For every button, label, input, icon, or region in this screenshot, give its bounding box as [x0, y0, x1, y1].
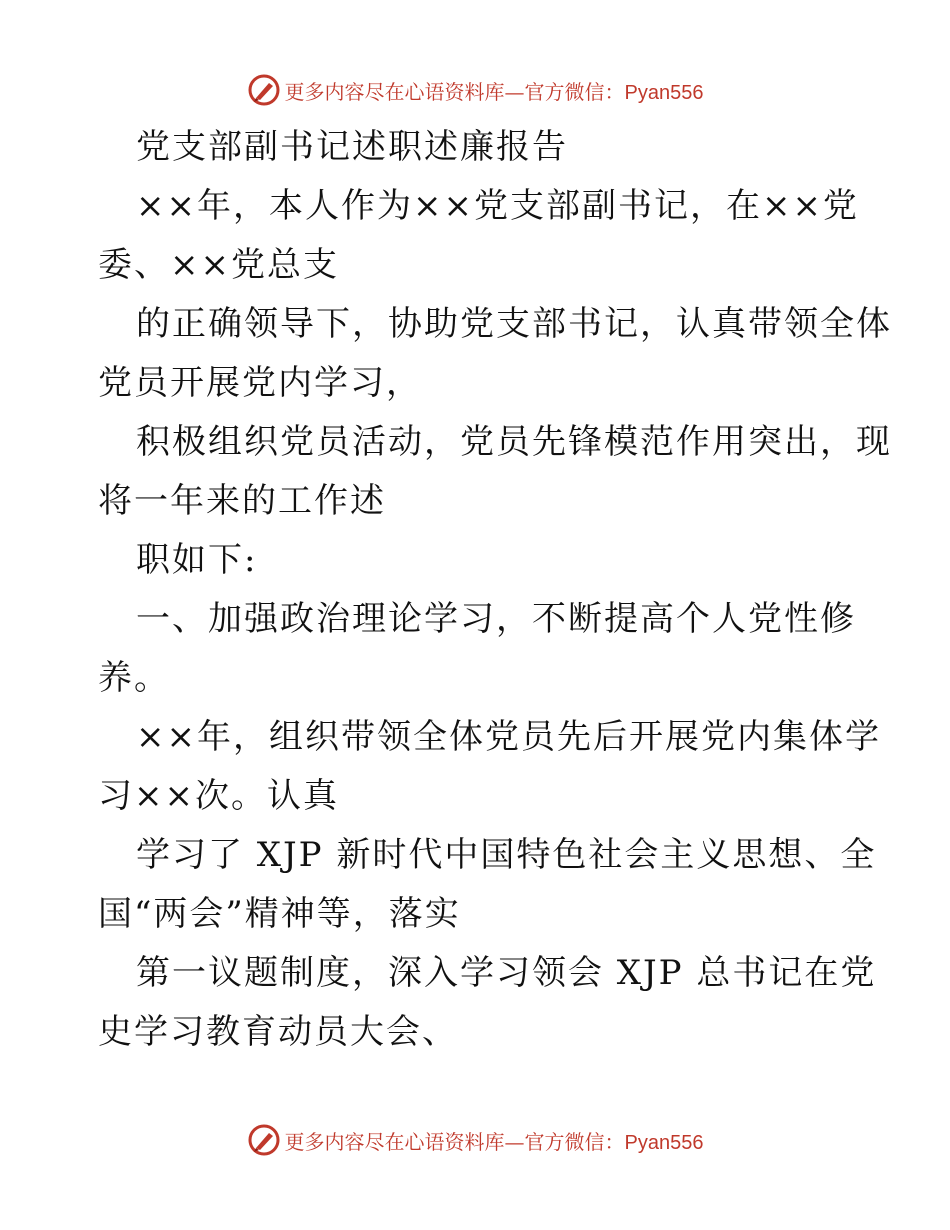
section-heading: 一、加强政治理论学习，不断提高个人党性修	[136, 599, 856, 639]
text-line: 史学习教育动员大会、	[98, 1012, 458, 1052]
pen-logo-icon	[247, 1123, 281, 1157]
header-watermark	[0, 72, 950, 108]
text-line: ××年，组织带领全体党员先后开展党内集体学	[136, 717, 881, 757]
text-line: 委、××党总支	[98, 245, 339, 285]
text-line: 积极组织党员活动，党员先锋模范作用突出，现	[136, 422, 892, 462]
text-line: 的正确领导下，协助党支部书记，认真带领全体	[136, 304, 892, 344]
pen-logo-icon	[247, 73, 281, 107]
section-heading-continued: 养。	[98, 658, 170, 698]
footer-watermark	[0, 1122, 950, 1158]
document-body	[98, 118, 892, 1062]
text-line: 第一议题制度，深入学习领会 XJP 总书记在党	[136, 953, 877, 993]
text-line: 职如下:	[136, 540, 258, 580]
watermark-text: 更多内容尽在心语资料库—官方微信：Pyan556	[284, 1129, 704, 1154]
text-line: ××年，本人作为××党支部副书记，在××党	[136, 186, 859, 226]
text-line: 学习了 XJP 新时代中国特色社会主义思想、全	[136, 835, 877, 875]
watermark-text: 更多内容尽在心语资料库—官方微信：Pyan556	[284, 79, 704, 104]
text-line: 党员开展党内学习，	[98, 363, 422, 403]
text-line: 习××次。认真	[98, 776, 339, 816]
document-title: 党支部副书记述职述廉报告	[136, 127, 568, 167]
text-line: 将一年来的工作述	[98, 481, 386, 521]
text-line: 国“两会”精神等，落实	[98, 894, 461, 934]
